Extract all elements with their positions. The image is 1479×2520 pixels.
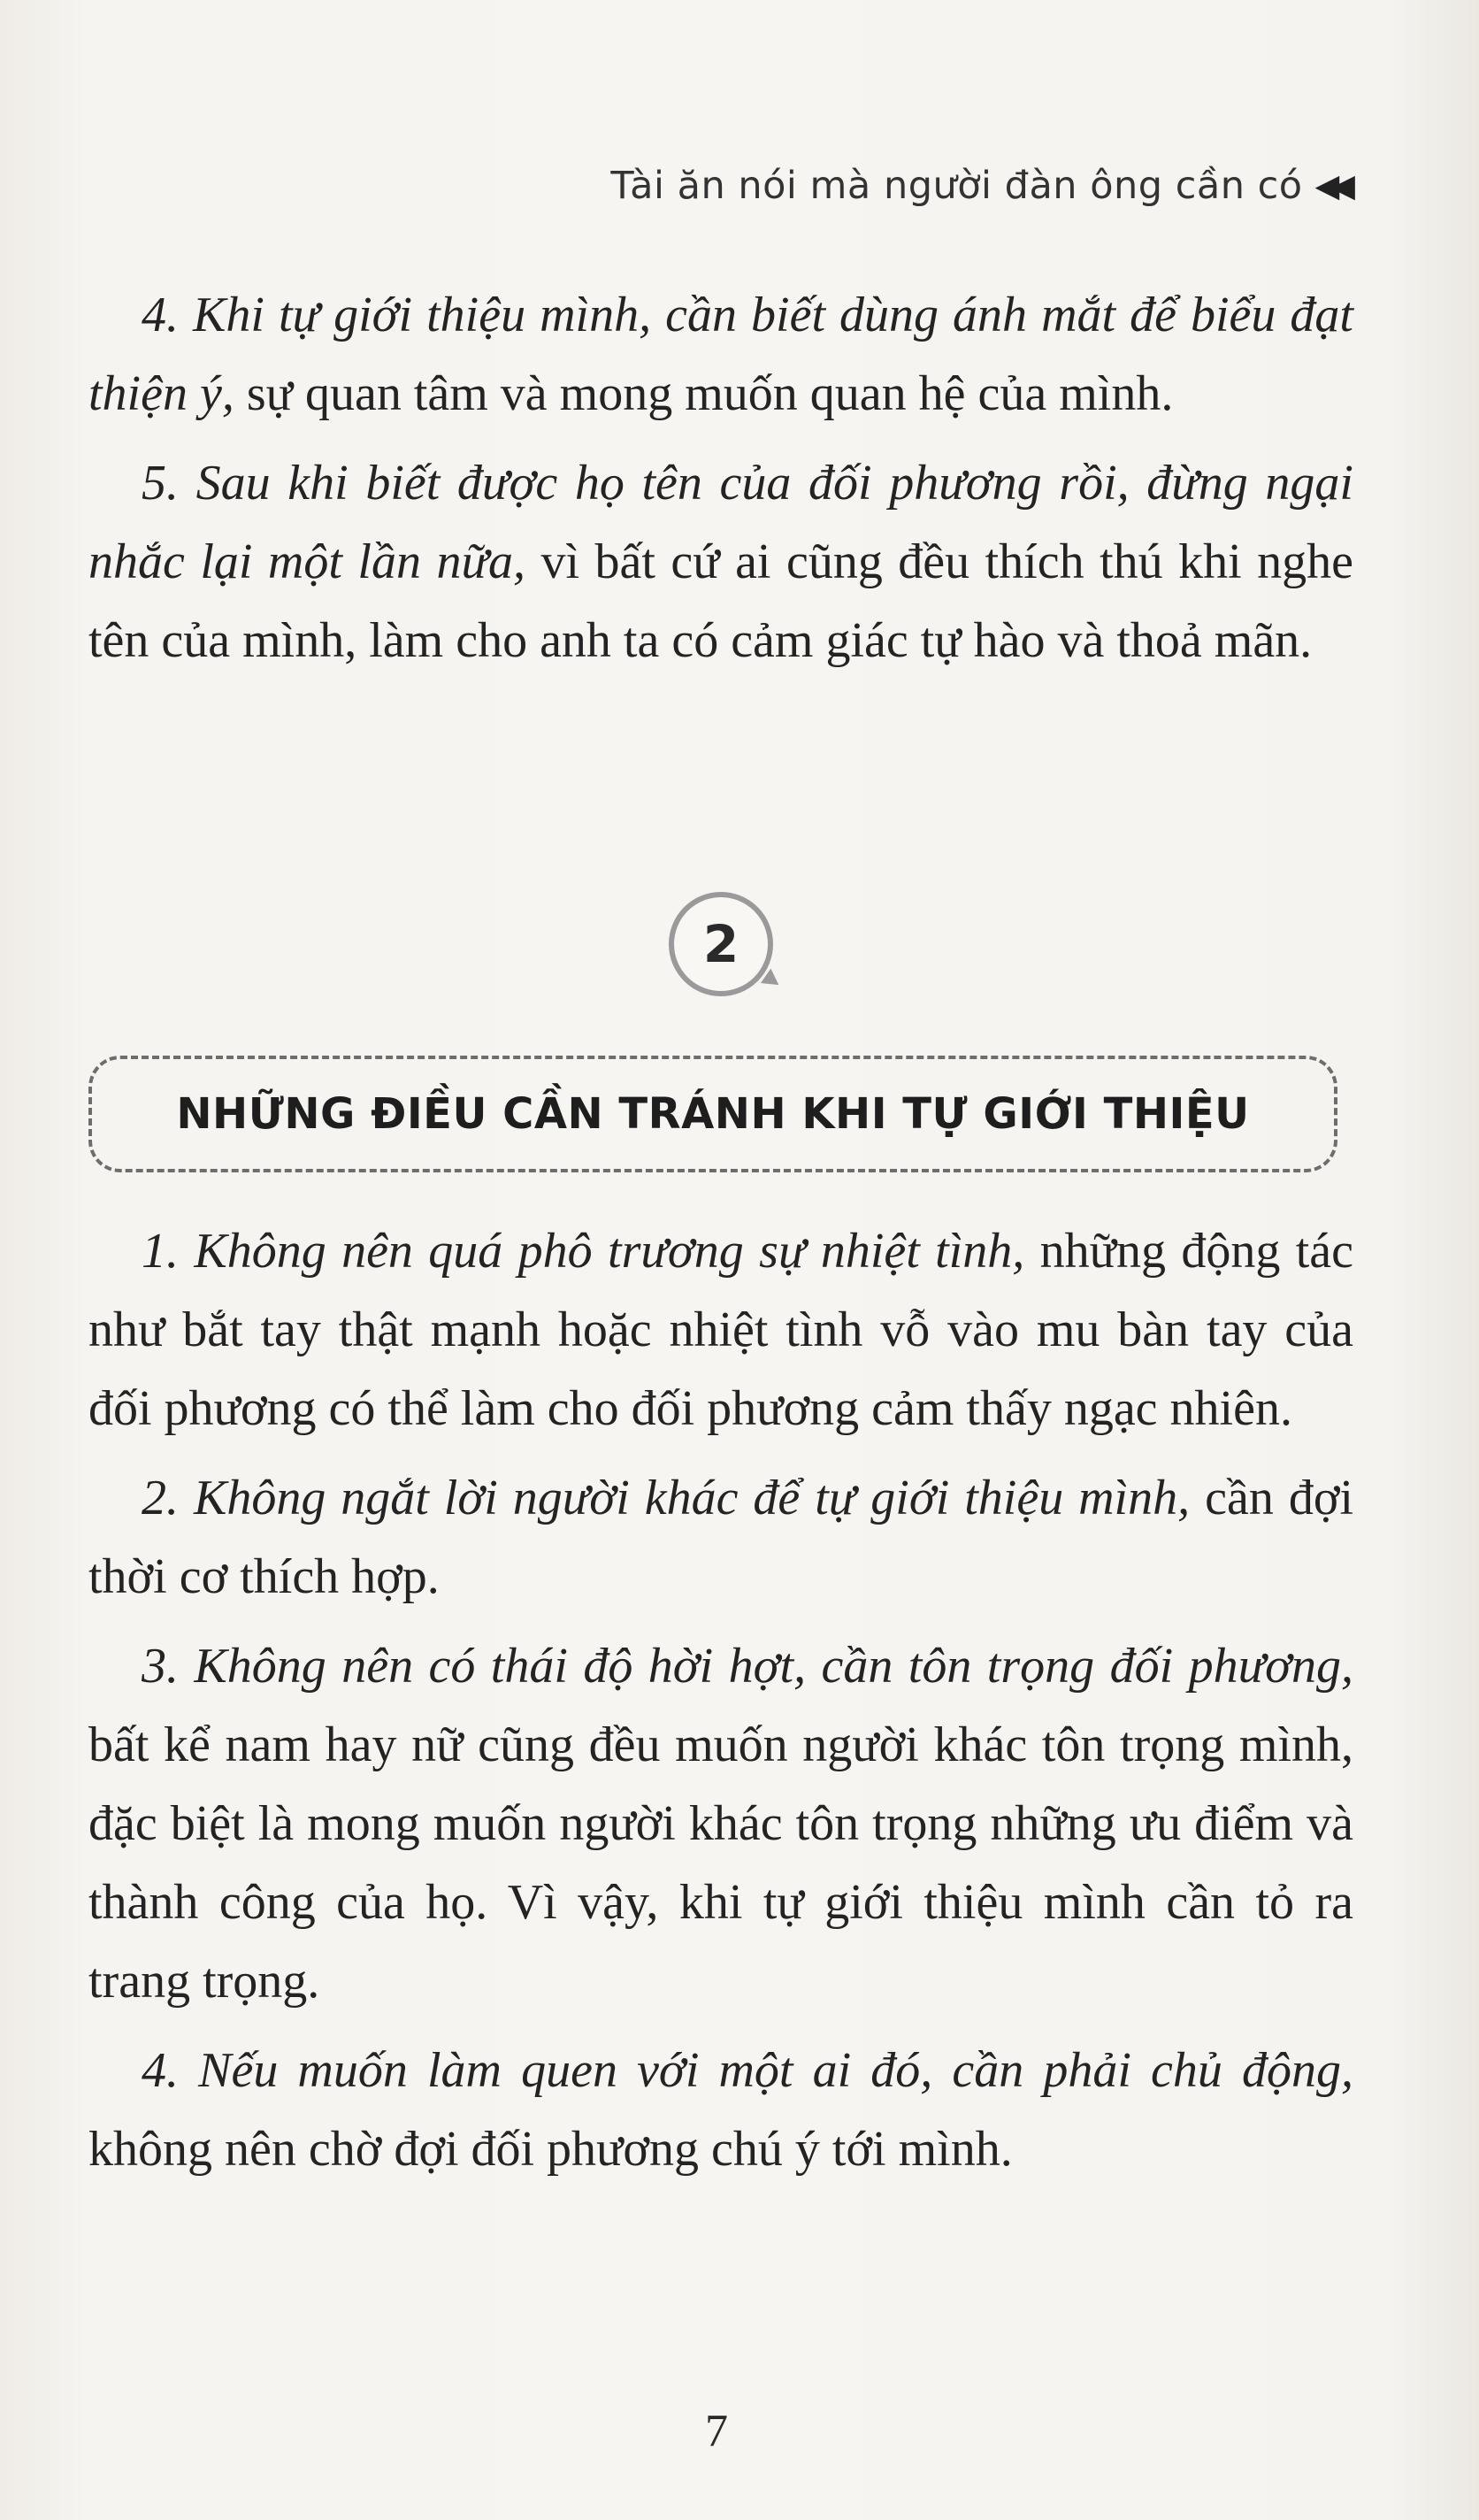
speech-tail-icon (761, 969, 784, 993)
running-title: Tài ăn nói mà người đàn ông cần có (610, 164, 1303, 208)
paragraph-item: 4. Khi tự giới thiệu mình, cần biết dùng ánh mắt để biểu đạt thiện ý, sự quan tâm và mong muốn quan hệ của mình. (88, 288, 1353, 421)
paragraph-item: 5. Sau khi biết được họ tên của đối phương rồi, đừng ngại nhắc lại một lần nữa, vì bất cứ ai cũng đều thích thú khi nghe tên của mình, làm cho anh ta có cảm giác tự hào và thoả mãn. (88, 456, 1353, 668)
section-title: NHỮNG ĐIỀU CẦN TRÁNH KHI TỰ GIỚI THIỆU (176, 1089, 1250, 1139)
running-header (610, 164, 1346, 208)
paragraph-item: 1. Không nên quá phô trương sự nhiệt tình, những động tác như bắt tay thật mạnh hoặc nhiệt tình vỗ vào mu bàn tay của đối phương có thể làm cho đối phương cảm thấy ngạc nhiên. (88, 1224, 1353, 1436)
bottom-paragraphs (88, 1212, 1353, 2189)
top-paragraphs (88, 276, 1353, 680)
section-number: 2 (702, 914, 740, 974)
section-title-box (88, 1056, 1337, 1172)
paragraph-item: 2. Không ngắt lời người khác để tự giới thiệu mình, cần đợi thời cơ thích hợp. (88, 1471, 1353, 1604)
page-number: 7 (705, 2406, 728, 2456)
double-arrow-left-icon: ◀◀ (1314, 167, 1346, 204)
paragraph-item: 4. Nếu muốn làm quen với một ai đó, cần phải chủ động, không nên chờ đợi đối phương chú ý tới mình. (88, 2043, 1353, 2177)
paragraph-item: 3. Không nên có thái độ hời hợt, cần tôn trọng đối phương, bất kể nam hay nữ cũng đều muốn người khác tôn trọng mình, đặc biệt là mong muốn người khác tôn trọng những ưu điểm và thành công của họ. Vì vậy, khi tự giới thiệu mình cần tỏ ra trang trọng. (88, 1639, 1353, 2009)
section-number-badge (669, 892, 773, 996)
